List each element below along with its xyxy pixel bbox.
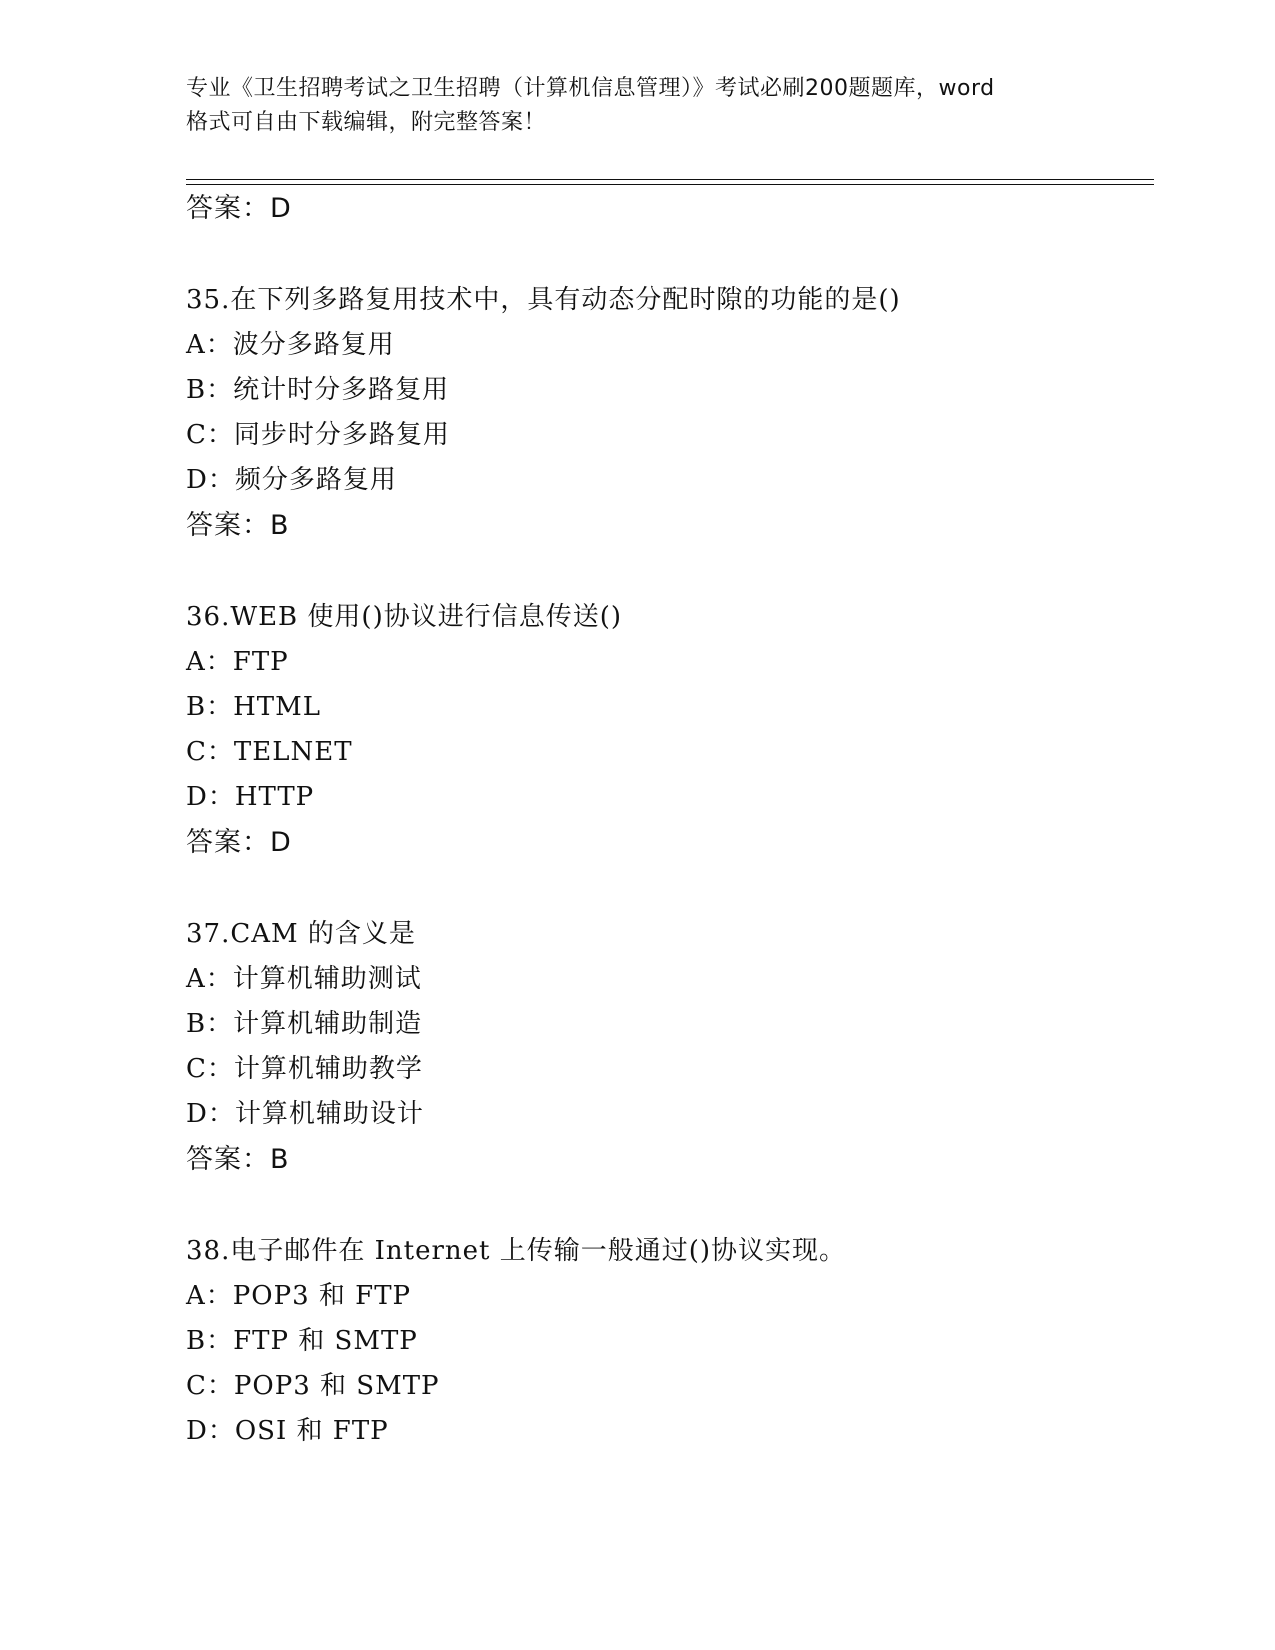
option-d: D：计算机辅助设计	[186, 1099, 424, 1129]
option-c: C：POP3 和 SMTP	[186, 1371, 440, 1401]
option-a: A：计算机辅助测试	[186, 964, 422, 994]
option-c: C：计算机辅助教学	[186, 1054, 423, 1084]
question-list	[186, 186, 1136, 1454]
answer-line: 答案：D	[186, 827, 292, 858]
question-35: 35.在下列多路复用技术中，具有动态分配时隙的功能的是()	[186, 285, 901, 315]
option-b: B：计算机辅助制造	[186, 1009, 423, 1039]
spacer	[186, 549, 1136, 594]
answer-line: 答案：D	[186, 193, 292, 224]
question-36: 36.WEB 使用()协议进行信息传送()	[186, 602, 622, 632]
document-header	[186, 72, 1086, 140]
spacer	[186, 232, 1136, 277]
option-b: B：FTP 和 SMTP	[186, 1326, 418, 1356]
question-38: 38.电子邮件在 Internet 上传输一般通过()协议实现。	[186, 1236, 847, 1266]
header-rule-bottom	[186, 184, 1154, 185]
spacer	[186, 1183, 1136, 1228]
answer-line: 答案：B	[186, 510, 290, 541]
option-a: A：波分多路复用	[186, 330, 395, 360]
option-a: A：FTP	[186, 647, 289, 677]
option-d: D：HTTP	[186, 782, 315, 812]
option-c: C：同步时分多路复用	[186, 420, 450, 450]
header-line-2: 格式可自由下载编辑，附完整答案！	[186, 110, 547, 135]
answer-line: 答案：B	[186, 1144, 290, 1175]
question-37: 37.CAM 的含义是	[186, 919, 416, 949]
option-d: D：OSI 和 FTP	[186, 1416, 389, 1446]
option-a: A：POP3 和 FTP	[186, 1281, 412, 1311]
option-d: D：频分多路复用	[186, 465, 397, 495]
option-c: C：TELNET	[186, 737, 353, 767]
spacer	[186, 866, 1136, 911]
option-b: B：HTML	[186, 692, 322, 722]
option-b: B：统计时分多路复用	[186, 375, 450, 405]
header-rule-top	[186, 179, 1154, 180]
header-line-1: 专业《卫生招聘考试之卫生招聘（计算机信息管理）》考试必刷200题题库，word	[186, 76, 995, 101]
